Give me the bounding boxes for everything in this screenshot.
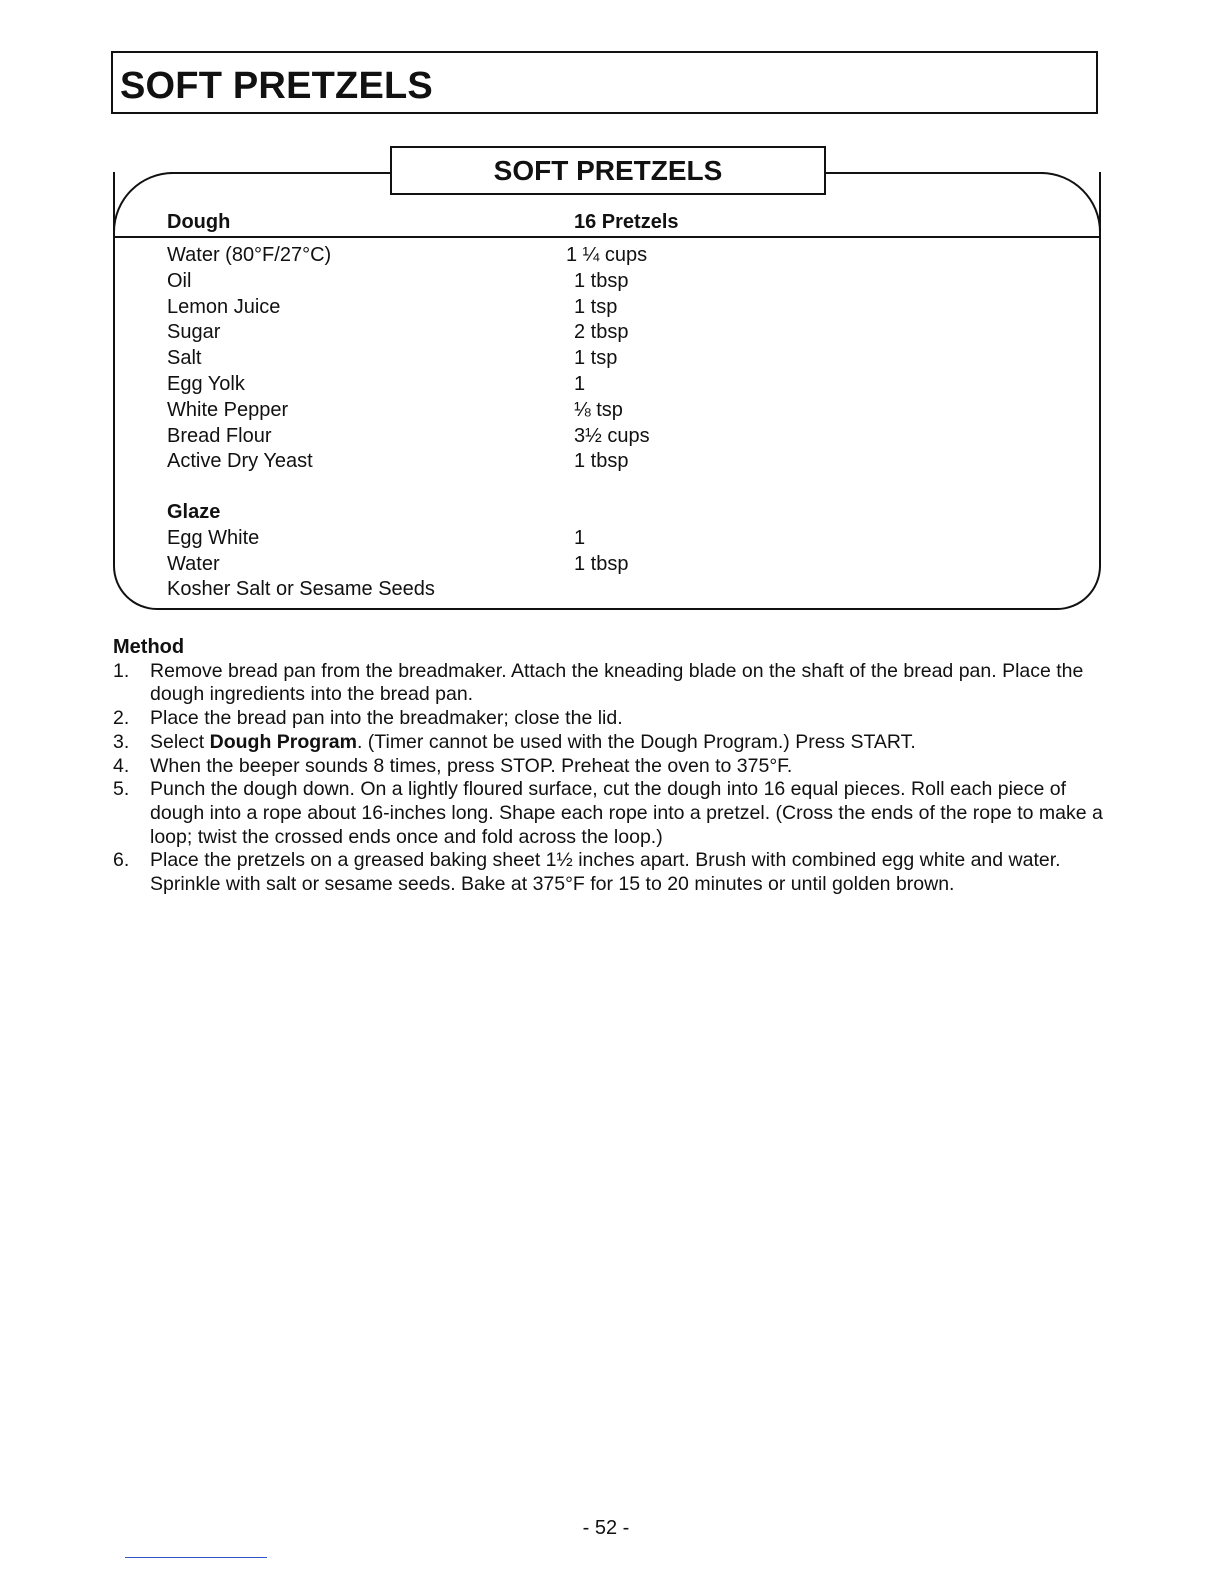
ingredient-amount: 1 tbsp	[574, 269, 629, 292]
ingredient-amount: 1 tsp	[574, 295, 618, 318]
ingredient-name: Lemon Juice	[167, 295, 281, 318]
step-number: 2.	[113, 707, 130, 730]
ingredient-amount: 1 tbsp	[574, 552, 629, 575]
step-text: When the beeper sounds 8 times, press STOP. Preheat the oven to 375°F.	[150, 754, 793, 777]
dough-ingredient-list	[167, 243, 687, 475]
page-header-box	[111, 51, 1098, 114]
ingredient-row	[167, 243, 687, 269]
ingredient-name: Water (80°F/27°C)	[167, 244, 332, 266]
frame-top-line-left	[170, 172, 392, 174]
ingredient-name: Egg White	[167, 526, 260, 549]
page-number: - 52 -	[582, 1517, 630, 1539]
ingredient-row	[167, 269, 687, 295]
step-text-bold: Dough Program	[209, 730, 357, 753]
step-number: 4.	[113, 754, 130, 777]
ingredient-amount: 3½ cups	[574, 424, 650, 447]
ingredient-name: Sugar	[167, 321, 221, 344]
ingredient-name: Salt	[167, 347, 202, 370]
frame-top-line-right	[824, 172, 1044, 174]
ingredient-name: Active Dry Yeast	[167, 450, 313, 473]
header-divider	[113, 236, 1101, 238]
recipe-title: SOFT PRETZELS	[493, 155, 723, 186]
ingredient-row	[167, 398, 687, 424]
ingredient-amount: 1 tsp	[574, 347, 618, 370]
ingredient-row	[167, 526, 687, 552]
step-text: Punch the dough down. On a lightly floured surface, cut the dough into 16 equal pieces. Roll each piece of dough into a rope about 16-inches long. Shape each rope into a pretzel. (Cross the ends of the rope to make a loop; twist the crossed ends once and fold across the loop.)	[150, 778, 1103, 848]
ingredient-name: Kosher Salt or Sesame Seeds	[167, 578, 435, 601]
ingredient-name: Oil	[167, 269, 192, 292]
column-header-ingredient: Dough	[167, 211, 231, 233]
method-step	[113, 707, 1103, 731]
step-number: 5.	[113, 778, 130, 801]
step-number: 1.	[113, 659, 130, 682]
step-text-before: Select	[150, 730, 210, 753]
ingredient-amount: 1	[574, 526, 586, 549]
ingredient-row	[167, 346, 687, 372]
ingredient-row	[167, 295, 687, 321]
method-step	[113, 731, 1103, 755]
ingredient-amount: ⅛ tsp	[574, 398, 623, 421]
step-text: Remove bread pan from the breadmaker. Attach the kneading blade on the shaft of the bread pan. Place the dough ingredients into the bread pan.	[150, 659, 1084, 706]
ingredient-row	[167, 552, 687, 578]
ingredient-row	[167, 424, 687, 450]
method-step	[113, 660, 1103, 707]
footer-rule	[125, 1557, 267, 1558]
ingredient-name: Water	[167, 552, 220, 575]
glaze-heading	[167, 500, 687, 526]
step-text: Place the bread pan into the breadmaker; close the lid.	[150, 707, 623, 730]
ingredient-amount: 1	[574, 372, 586, 395]
step-text-after: . (Timer cannot be used with the Dough Program.) Press START.	[356, 730, 916, 753]
ingredient-name: White Pepper	[167, 398, 289, 421]
ingredient-amount: 2 tbsp	[574, 321, 629, 344]
method-title: Method	[113, 636, 185, 658]
ingredient-name: Egg Yolk	[167, 372, 245, 395]
method-section	[113, 636, 1103, 897]
ingredient-row	[167, 577, 687, 603]
ingredient-amount: 1 ¼ cups	[566, 244, 648, 266]
step-number: 3.	[113, 730, 130, 753]
method-step	[113, 755, 1103, 779]
glaze-ingredient-list	[167, 500, 687, 603]
ingredient-row	[167, 372, 687, 398]
ingredient-name: Bread Flour	[167, 424, 272, 447]
ingredient-row	[167, 320, 687, 346]
method-step	[113, 849, 1103, 896]
glaze-title: Glaze	[167, 501, 221, 523]
column-header-yield: 16 Pretzels	[574, 211, 679, 233]
step-number: 6.	[113, 849, 130, 872]
page-title: SOFT PRETZELS	[120, 65, 433, 107]
recipe-title-box	[390, 146, 826, 195]
step-text: Place the pretzels on a greased baking sheet 1½ inches apart. Brush with combined egg white and water. Sprinkle with salt or sesame seeds. Bake at 375°F for 15 to 20 minutes or until golden brown.	[150, 849, 1061, 896]
method-step	[113, 778, 1103, 849]
ingredient-amount: 1 tbsp	[574, 450, 629, 473]
ingredient-row	[167, 449, 687, 475]
